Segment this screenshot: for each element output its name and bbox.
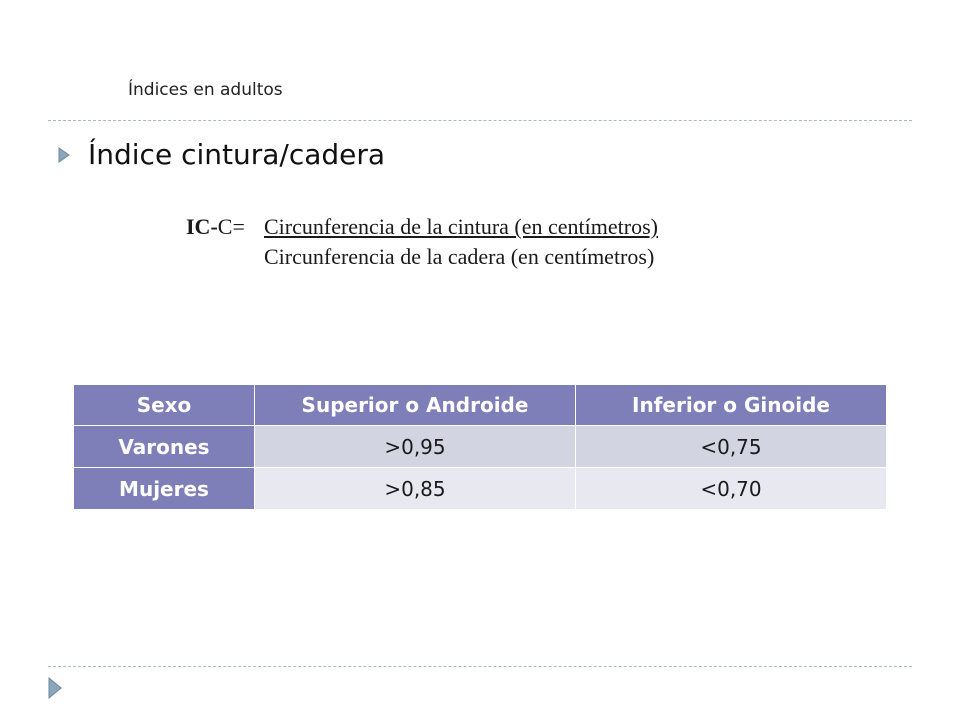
top-divider (48, 120, 912, 121)
bullet-row (58, 138, 385, 171)
slide-header: Índices en adultos (128, 80, 283, 100)
column-header-sexo: Sexo (74, 385, 255, 426)
bottom-divider (48, 666, 912, 667)
table-header-row (74, 385, 887, 426)
formula-lhs-rest: C= (217, 214, 245, 239)
triangle-navigation-icon (48, 677, 62, 699)
column-header-superior: Superior o Androide (255, 385, 576, 426)
column-header-inferior: Inferior o Ginoide (576, 385, 887, 426)
table-row (74, 426, 887, 468)
formula-lhs (186, 212, 245, 242)
formula-numerator: Circunferencia de la cintura (en centímetros) (264, 214, 658, 239)
table-cell: >0,95 (255, 426, 576, 468)
row-label: Varones (74, 426, 255, 468)
triangle-bullet-icon (58, 147, 70, 163)
table-cell: >0,85 (255, 468, 576, 510)
table-cell: <0,75 (576, 426, 887, 468)
table-row (74, 468, 887, 510)
formula-denominator: Circunferencia de la cadera (en centímetros) (264, 244, 655, 269)
data-table (73, 384, 887, 510)
formula-lhs-bold: IC- (186, 214, 218, 239)
bullet-text: Índice cintura/cadera (88, 138, 386, 171)
table-cell: <0,70 (576, 468, 887, 510)
row-label: Mujeres (74, 468, 255, 510)
